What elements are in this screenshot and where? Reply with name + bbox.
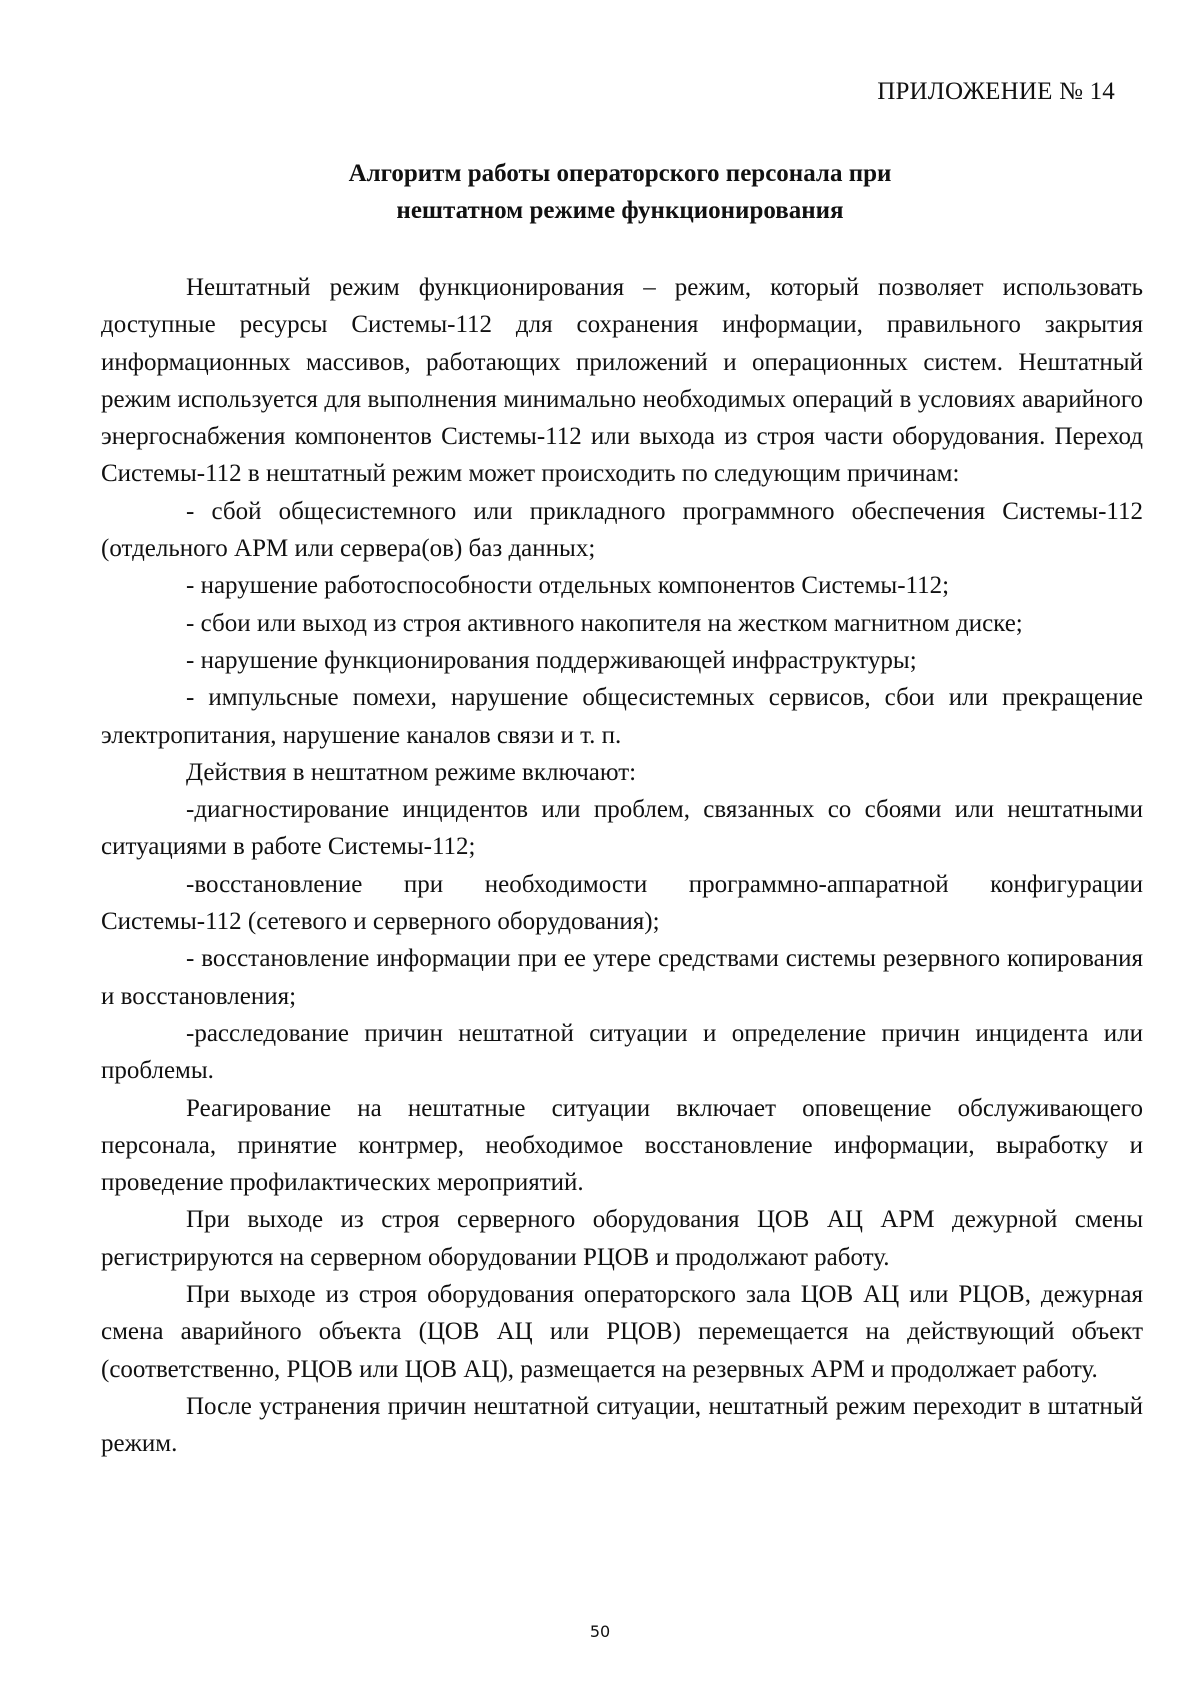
paragraph-response: Реагирование на нештатные ситуации включает оповещение обслуживающего персонала, принятие контрмер, необходимое восстановление информации, выработку и проведение профилактических мероприятий. [101,1094,1143,1197]
list-item-action-restore-config: -восстановление при необходимости программно-аппаратной конфигурации Системы-112 (сетевого и серверного оборудования); [101,870,1143,936]
list-item-action-investigation: -расследование причин нештатной ситуации и определение причин инцидента или проблемы. [101,1019,1143,1085]
paragraph-actions-intro: Действия в нештатном режиме включают: [186,758,637,786]
title-line-1: Алгоритм работы операторского персонала при [348,160,892,187]
list-item-cause-component-failure: - нарушение работоспособности отдельных компонентов Системы-112; [186,572,950,600]
list-item-cause-disk-failure: - сбои или выход из строя активного накопителя на жестком магнитном диске; [186,609,1023,637]
list-item-cause-interference: - импульсные помехи, нарушение общесистемных сервисов, сбои или прекращение электропитания, нарушение каналов связи и т. п. [101,684,1143,749]
paragraph-operator-hall-failure: При выходе из строя оборудования операторского зала ЦОВ АЦ или РЦОВ, дежурная смена аварийного объекта (ЦОВ АЦ или РЦОВ) перемещается на действующий объект (соответственно, РЦОВ или ЦОВ АЦ), размещается на резервных АРМ и продолжает работу. [101,1281,1143,1383]
list-item-cause-software-failure: - сбой общесистемного или прикладного программного обеспечения Системы-112 (отдельного АРМ или сервера(ов) баз данных; [101,497,1143,563]
paragraph-return-to-normal: После устранения причин нештатной ситуации, нештатный режим переходит в штатный режим. [101,1392,1143,1458]
paragraph-server-failure: При выходе из строя серверного оборудования ЦОВ АЦ АРМ дежурной смены регистрируются на серверном оборудовании РЦОВ и продолжают работу. [101,1206,1143,1271]
document-title [100,155,1140,229]
list-item-cause-infrastructure: - нарушение функционирования поддерживающей инфраструктуры; [186,646,917,674]
list-item-action-restore-data: - восстановление информации при ее утере средствами системы резервного копирования и восстановления; [101,945,1143,1010]
paragraph-definition: Нештатный режим функционирования – режим, который позволяет использовать доступные ресурсы Системы-112 для сохранения информации, правильного закрытия информационных массивов, работающих приложений и операционных систем. Нештатный режим используется для выполнения минимально необходимых операций в условиях аварийного энергоснабжения компонентов Системы-112 или выхода из строя части оборудования. Переход Системы-112 в нештатный режим может происходить по следующим причинам: [101,274,1143,488]
title-line-2: нештатном режиме функционирования [396,197,844,224]
appendix-label: ПРИЛОЖЕНИЕ № 14 [877,78,1115,105]
document-body [101,269,1143,1463]
page-number: 50 [589,1622,611,1641]
list-item-action-diagnostics: -диагностирование инцидентов или проблем, связанных со сбоями или нештатными ситуациями в работе Системы-112; [101,796,1143,861]
